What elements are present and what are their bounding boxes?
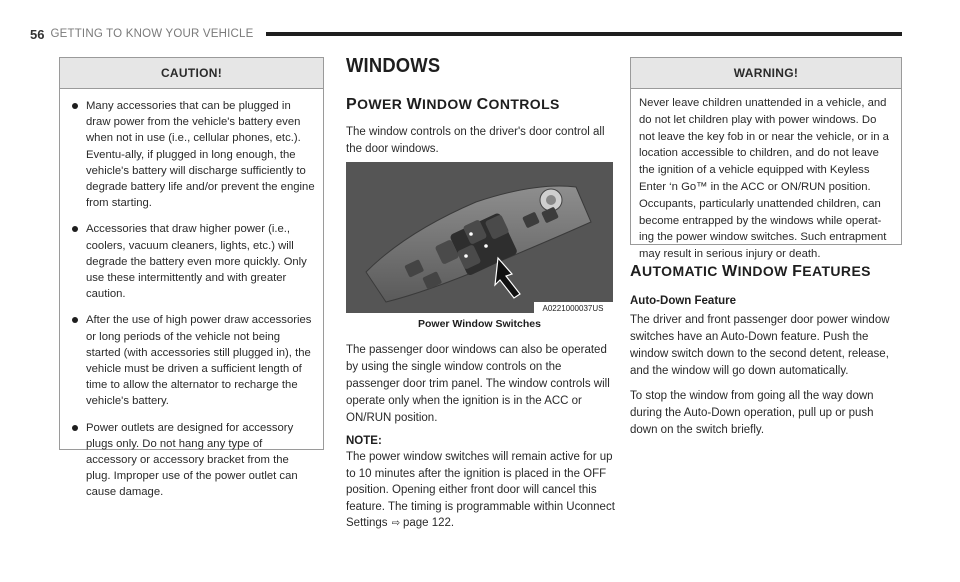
note-block <box>346 433 616 533</box>
warning-box <box>630 57 902 261</box>
heading-part: INDOW <box>422 96 477 112</box>
switch-panel-illustration <box>346 162 613 313</box>
image-code: A0221000037US <box>542 304 604 313</box>
page-number: 56 <box>30 26 45 42</box>
caution-item-text: Power outlets are designed for accessory plugs only. Do not hang any type of accessory or accessory bracket from the plug. Improper use of the power outlet can cause damage. <box>86 421 298 499</box>
bullet-icon <box>72 425 78 431</box>
auto-down-subheading: Auto-Down Feature <box>630 295 737 307</box>
heading-part: EATURES <box>802 263 871 279</box>
caution-item <box>72 420 315 501</box>
auto-down-paragraph: The driver and front passenger door power window switches have an Auto-Down feature. Push the window switch down to the second detent, release, and the window will go down automatically. <box>630 314 890 377</box>
heading-initial: W <box>406 96 423 113</box>
power-window-switches-photo <box>346 162 613 313</box>
automatic-window-features-heading <box>630 263 902 281</box>
heading-part: ONTROLS <box>488 96 560 112</box>
section-title: WINDOWS <box>346 55 441 77</box>
heading-part: UTOMATIC <box>641 263 723 279</box>
page-header <box>30 25 902 43</box>
caution-item <box>72 221 315 302</box>
automatic-window-section <box>630 263 902 439</box>
warning-text: Never leave children unattended in a vehicle, and do not let children play with power windows. Do not leave the key fob in or near the vehicle, or in a location accessible to children, and do not leave the ignition of a vehicle equipped with Keyless Enter ‘n Go™ in the ACC or ON/RUN position. Occupants, particularly unattended children, can become entrapped by the windows while operat-ing the power window switches. Such entrapment may result in serious injury or death. <box>639 97 889 261</box>
caution-item-text: Accessories that draw higher power (i.e., coolers, vacuum cleaners, lights, etc.) will degrade the battery even more quickly. Only use these intermittently and with greater caution. <box>86 223 307 301</box>
note-text <box>346 449 616 533</box>
caution-box <box>59 57 324 499</box>
caution-item-text: After the use of high power draw accessories or long periods of the vehicle not being started (with accessories still plugged in), the vehicle must be driven a sufficient length of time to allow the alternator to recharge the vehicle's battery. <box>86 314 312 408</box>
caution-title: CAUTION! <box>60 58 323 89</box>
heading-initial: F <box>792 263 803 280</box>
header-rule <box>266 32 902 36</box>
heading-part: OWER <box>357 96 407 112</box>
heading-initial: P <box>346 96 358 113</box>
heading-initial: W <box>722 263 738 280</box>
heading-part: INDOW <box>737 263 793 279</box>
heading-initial: C <box>476 96 489 113</box>
windows-section <box>346 55 616 158</box>
passenger-door-paragraph: The passenger door windows can also be operated by using the single window controls on the passenger door trim panel. The window controls will operate only when the ignition is in the ACC or ON/RUN position. <box>346 344 610 424</box>
note-label: NOTE: <box>346 435 382 447</box>
page-reference-link[interactable]: page 122. <box>402 517 455 529</box>
bullet-icon <box>72 317 78 323</box>
heading-initial: A <box>630 263 642 280</box>
bullet-icon <box>72 103 78 109</box>
photo-caption: Power Window Switches <box>417 318 541 330</box>
note-body: The power window switches will remain active for up to 10 minutes after the ignition is placed in the OFF position. Opening either front door will cancel this feature. The timing is programmable within Uconnect Settings <box>346 451 615 529</box>
arrow-right-icon: ⇨ <box>391 518 400 529</box>
caution-list <box>60 89 323 501</box>
warning-title: WARNING! <box>631 58 901 89</box>
caution-item <box>72 98 315 211</box>
auto-down-stop-paragraph: To stop the window from going all the way down during the Auto-Down operation, pull up or push down on the switch briefly. <box>630 390 874 436</box>
caution-item-text: Many accessories that can be plugged in draw power from the vehicle's battery even when not in use (i.e., cellular phones, etc.). Eventu-ally, if plugged in long enough, the vehicle's battery will discharge sufficiently to degrade battery life and/or prevent the engine from starting. <box>86 100 315 210</box>
mid-lower <box>346 342 616 533</box>
bullet-icon <box>72 226 78 232</box>
power-window-controls-heading <box>346 96 616 114</box>
chapter-title: GETTING TO KNOW YOUR VEHICLE <box>50 28 254 40</box>
caution-item <box>72 312 315 409</box>
controls-intro: The window controls on the driver's door control all the door windows. <box>346 126 605 155</box>
